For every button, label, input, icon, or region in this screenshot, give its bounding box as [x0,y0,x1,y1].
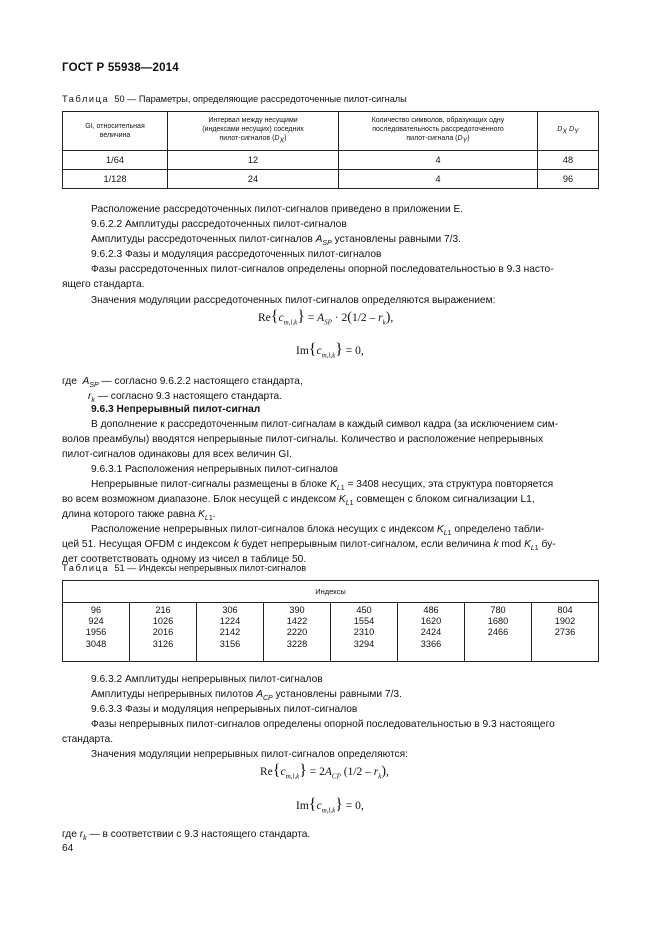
table-cell: 48 [538,151,599,170]
formula-re-cp: $Re\{c_{m,l,k}\} = 2A_{CP}$ $(1/2 - r_k)$, [260,762,389,781]
formula-re: $Re\{c_{m,l,k}\} = A_{SP} \cdot 2(1/2 - r_k)$, [258,308,394,327]
where-line: $r_k$ — согласно 9.3 настоящего стандарта. [88,391,283,405]
document-header: ГОСТ Р 55938—2014 [62,62,179,74]
section-heading: 9.6.2.2 Амплитуды рассредоточенных пилот-сигналов [91,219,347,230]
table-cell: 4 [339,151,538,170]
table-cell: 1/64 [63,151,168,170]
table-cell: 306 1224 2142 3156 [197,603,264,662]
section-heading: 9.6.3 Непрерывный пилот-сигнал [91,404,261,415]
table-cell: 96 924 1956 3048 [63,603,130,662]
paragraph: волов преамбулы) вводятся непрерывные пилот-сигналы. Количество и расположение непрерывных [62,434,544,445]
section-heading: 9.6.3.1 Расположения непрерывных пилот-сигналов [91,464,339,475]
page-number: 64 [62,843,74,854]
table-cell: 450 1554 2310 3294 [331,603,398,662]
t50-header-dx: Интервал между несущими (индексами несущих) соседних пилот-сигналов $(D_X)$ [168,112,339,151]
table-cell: 216 1026 2016 3126 [130,603,197,662]
paragraph: во всем возможном диапазоне. Блок несущей с индексом $K_{L1}$ совмещен с блоком сигнализации L1, [62,494,535,508]
paragraph: Амплитуды непрерывных пилотов $A_{CP}$ установлены равными 7/3. [91,689,402,703]
t51-header: Индексы [63,581,599,603]
table-cell: 780 1680 2466 [465,603,532,662]
paragraph: Значения модуляции рассредоточенных пилот-сигналов определяются выражением: [91,295,496,306]
table-cell: 1/128 [63,170,168,189]
paragraph: длина которого также равна $K_{L1}$. [62,509,216,523]
table-row [63,151,599,170]
table-51 [62,580,599,662]
paragraph: ящего стандарта. [62,279,145,290]
table-cell: 390 1422 2220 3228 [264,603,331,662]
table-cell: 24 [168,170,339,189]
table-row [63,170,599,189]
table-row [63,603,599,662]
paragraph: Расположение непрерывных пилот-сигналов блока несущих с индексом $K_{L1}$ определено табли- [91,524,545,538]
paragraph: дет соответствовать одному из чисел в таблице 50. [62,554,307,565]
paragraph: Расположение рассредоточенных пилот-сигналов приведено в приложении Е. [91,204,464,215]
where-line: где $A_{SP}$ — согласно 9.6.2.2 настоящего стандарта, [62,376,303,390]
section-heading: 9.6.3.3 Фазы и модуляция непрерывных пилот-сигналов [91,704,358,715]
paragraph: Амплитуды рассредоточенных пилот-сигналов $A_{SP}$ установлены равными 7/3. [91,234,461,248]
table-cell: 12 [168,151,339,170]
paragraph: пилот-сигналов одинаковы для всех величин GI. [62,449,292,460]
where-line: где $r_k$ — в соответствии с 9.3 настоящего стандарта. [62,829,311,843]
t50-header-dy: Количество символов, образующих одну последовательность рассредоточенного пилот-сигнала $(D_Y)$ [339,112,538,151]
table50-caption: Таблица 50 — Параметры, определяющие рассредоточенные пилот-сигналы [62,94,407,104]
table-cell: 96 [538,170,599,189]
table-cell: 4 [339,170,538,189]
section-heading: 9.6.2.3 Фазы и модуляция рассредоточенных пилот-сигналов [91,249,382,260]
paragraph: Значения модуляции непрерывных пилот-сигналов определяются: [91,749,408,760]
table-50 [62,111,599,189]
section-heading: 9.6.3.2 Амплитуды непрерывных пилот-сигналов [91,674,323,685]
paragraph: цей 51. Несущая OFDM с индексом k будет непрерывным пилот-сигналом, если величина k mod $K_{L1}$ бу- [62,539,556,553]
table51-caption: Таблица 51 — Индексы непрерывных пилот-сигналов [62,563,307,573]
t50-header-dxdy: $D_X$ $D_Y$ [538,112,599,151]
paragraph: Фазы рассредоточенных пилот-сигналов определены опорной последовательностью в 9.3 насто- [91,264,554,275]
paragraph: стандарта. [62,734,114,745]
t50-header-gi: GI, относительная величина [63,112,168,151]
table-cell: 486 1620 2424 3366 [398,603,465,662]
paragraph: Непрерывные пилот-сигналы размещены в блоке $K_{L1} = 3408$ несущих, эта структура повторяется [91,479,554,493]
formula-im-cp: $Im\{c_{m,l,k}\} = 0$, [296,796,364,815]
table-cell: 804 1902 2736 [532,603,599,662]
formula-im: $Im\{c_{m,l,k}\} = 0$, [296,341,364,360]
paragraph: Фазы непрерывных пилот-сигналов определены опорной последовательностью в 9.3 настоящего [91,719,555,730]
paragraph: В дополнение к рассредоточенным пилот-сигналам в каждый символ кадра (за исключением сим- [91,419,559,430]
